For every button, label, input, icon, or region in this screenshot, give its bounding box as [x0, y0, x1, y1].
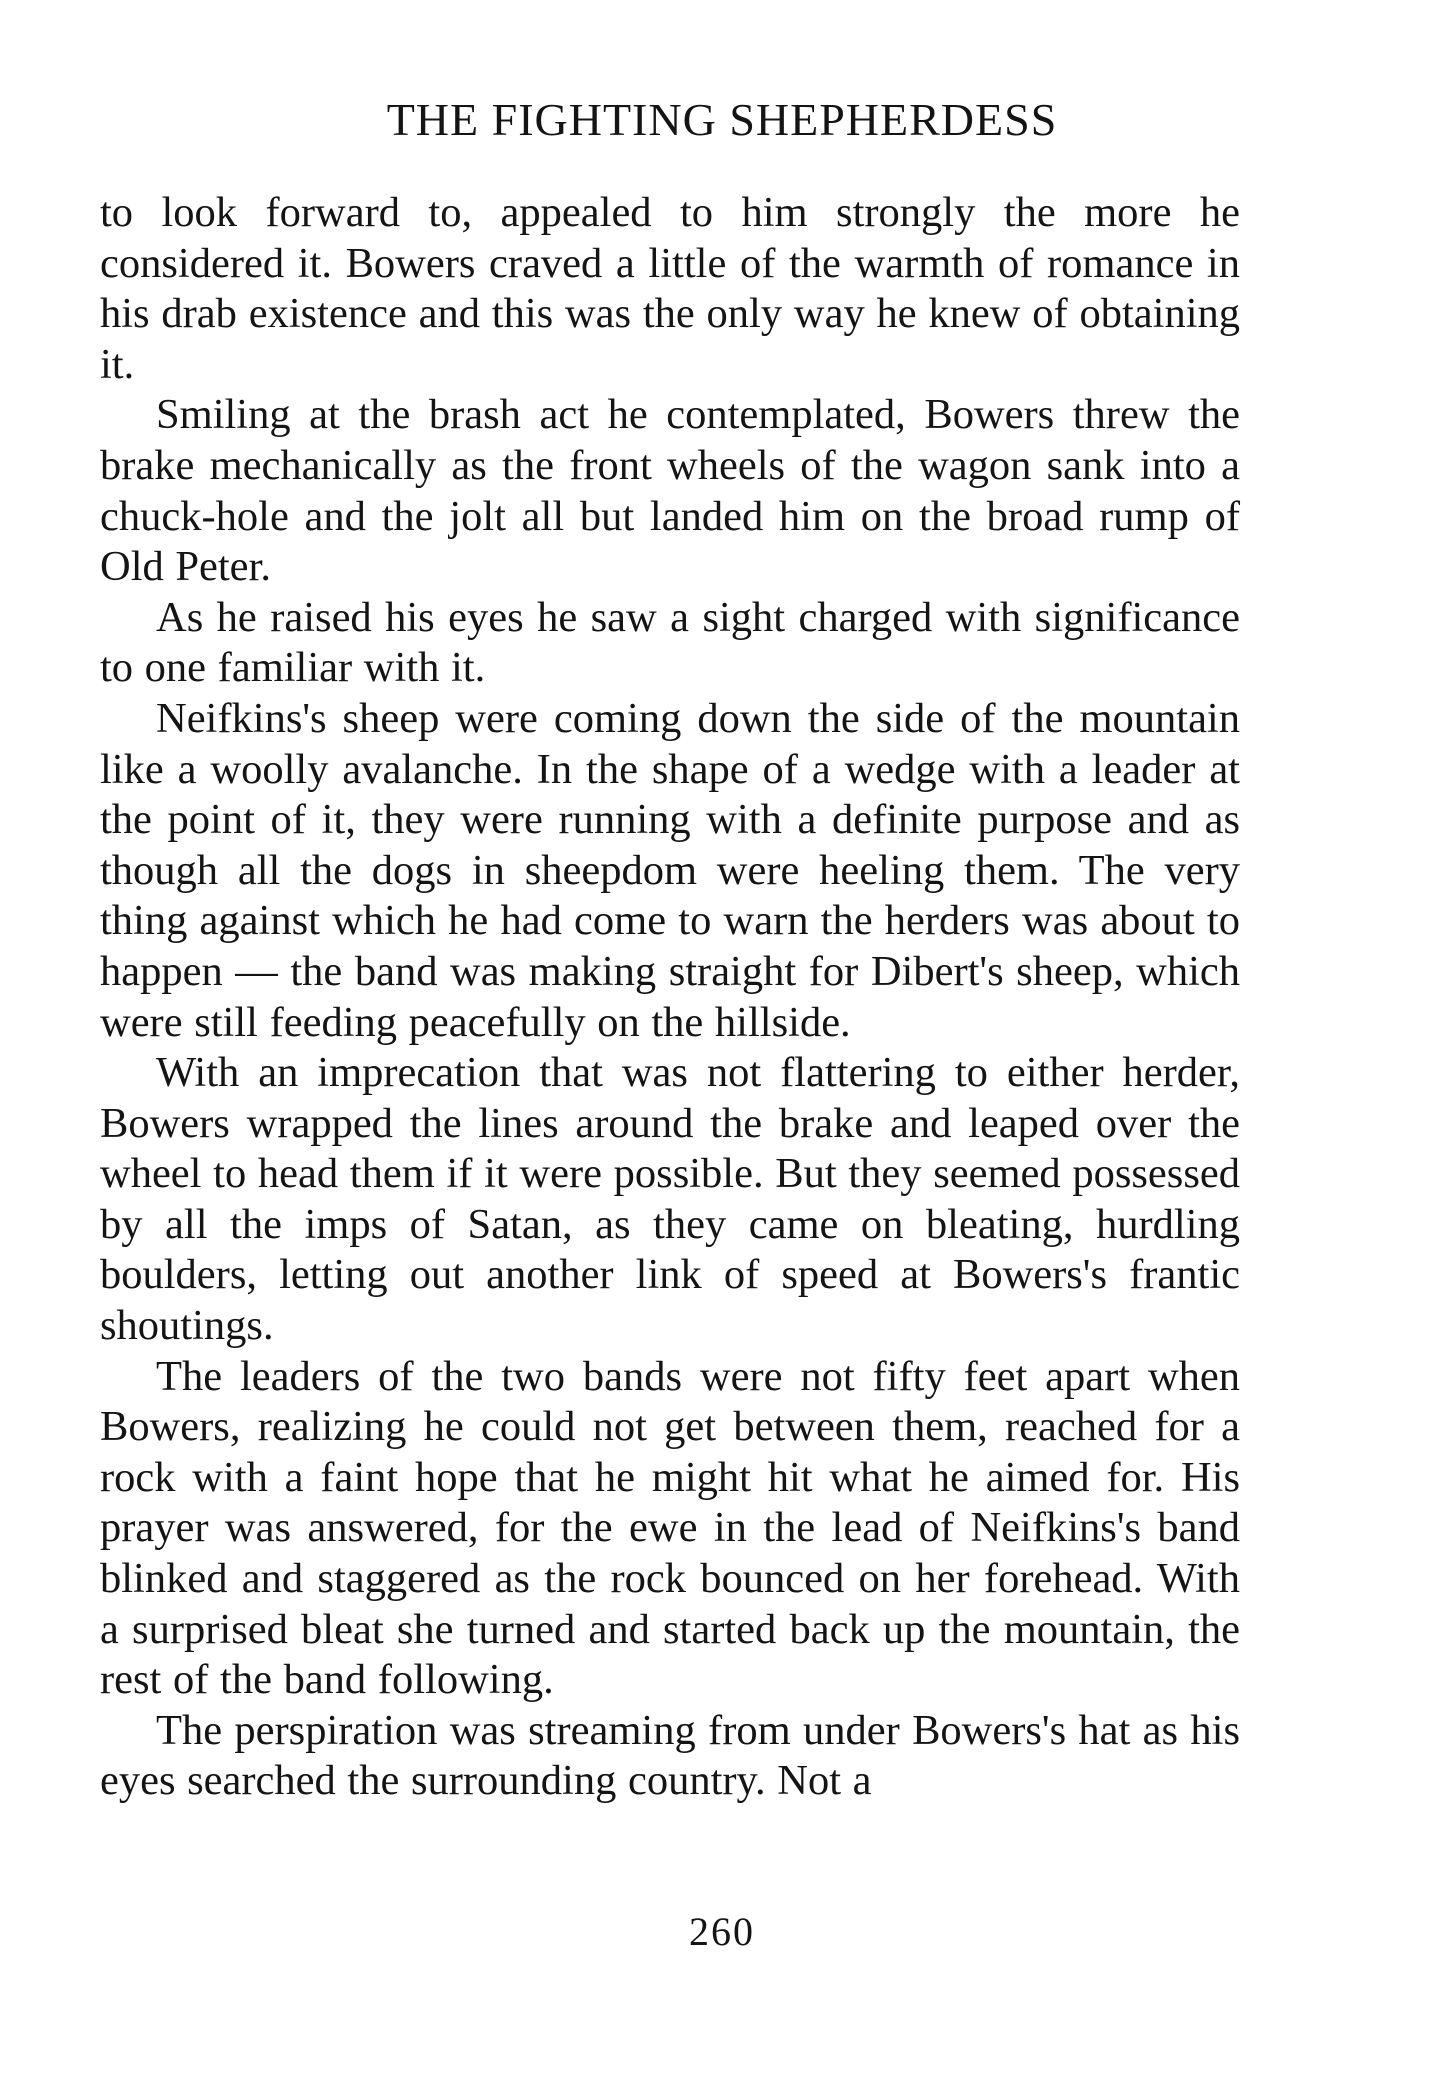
paragraph-continued: to look forward to, appealed to him strongly the more he considered it. Bowers craved a little of the warmth of romance in his drab existence and this was the only way he knew of obtaining it.	[100, 189, 1240, 388]
running-head: THE FIGHTING SHEPHERDESS	[386, 94, 1058, 145]
paragraph: Neifkins's sheep were coming down the side of the mountain like a woolly avalanche. In the shape of a wedge with a leader at the point of it, they were running with a definite purpose and as though all the dogs in sheepdom were heeling them. The very thing against which he had come to warn the herders was about to happen — the band was making straight for Dibert's sheep, which were still feeding peacefully on the hillside.	[100, 694, 1240, 1046]
paragraph: The leaders of the two bands were not fifty feet apart when Bowers, realizing he could not get between them, reached for a rock with a faint hope that he might hit what he aimed for. His prayer was answered, for the ewe in the lead of Neifkins's band blinked and staggered as the rock bounced on her forehead. With a surprised bleat she turned and started back up the mountain, the rest of the band following.	[100, 1352, 1240, 1704]
page-number: 260	[689, 1909, 755, 1954]
paragraph: The perspiration was streaming from under Bowers's hat as his eyes searched the surrounding country. Not a	[100, 1706, 1240, 1805]
paragraph: With an imprecation that was not flattering to either herder, Bowers wrapped the lines around the brake and leaped over the wheel to head them if it were possible. But they seemed possessed by all the imps of Satan, as they came on bleating, hurdling boulders, letting out another link of speed at Bowers's frantic shoutings.	[100, 1049, 1240, 1350]
body-text	[100, 188, 1240, 1807]
paragraph: Smiling at the brash act he contemplated, Bowers threw the brake mechanically as the front wheels of the wagon sank into a chuck-hole and the jolt all but landed him on the broad rump of Old Peter.	[100, 391, 1240, 591]
paragraph: As he raised his eyes he saw a sight charged with significance to one familiar with it.	[100, 593, 1240, 692]
